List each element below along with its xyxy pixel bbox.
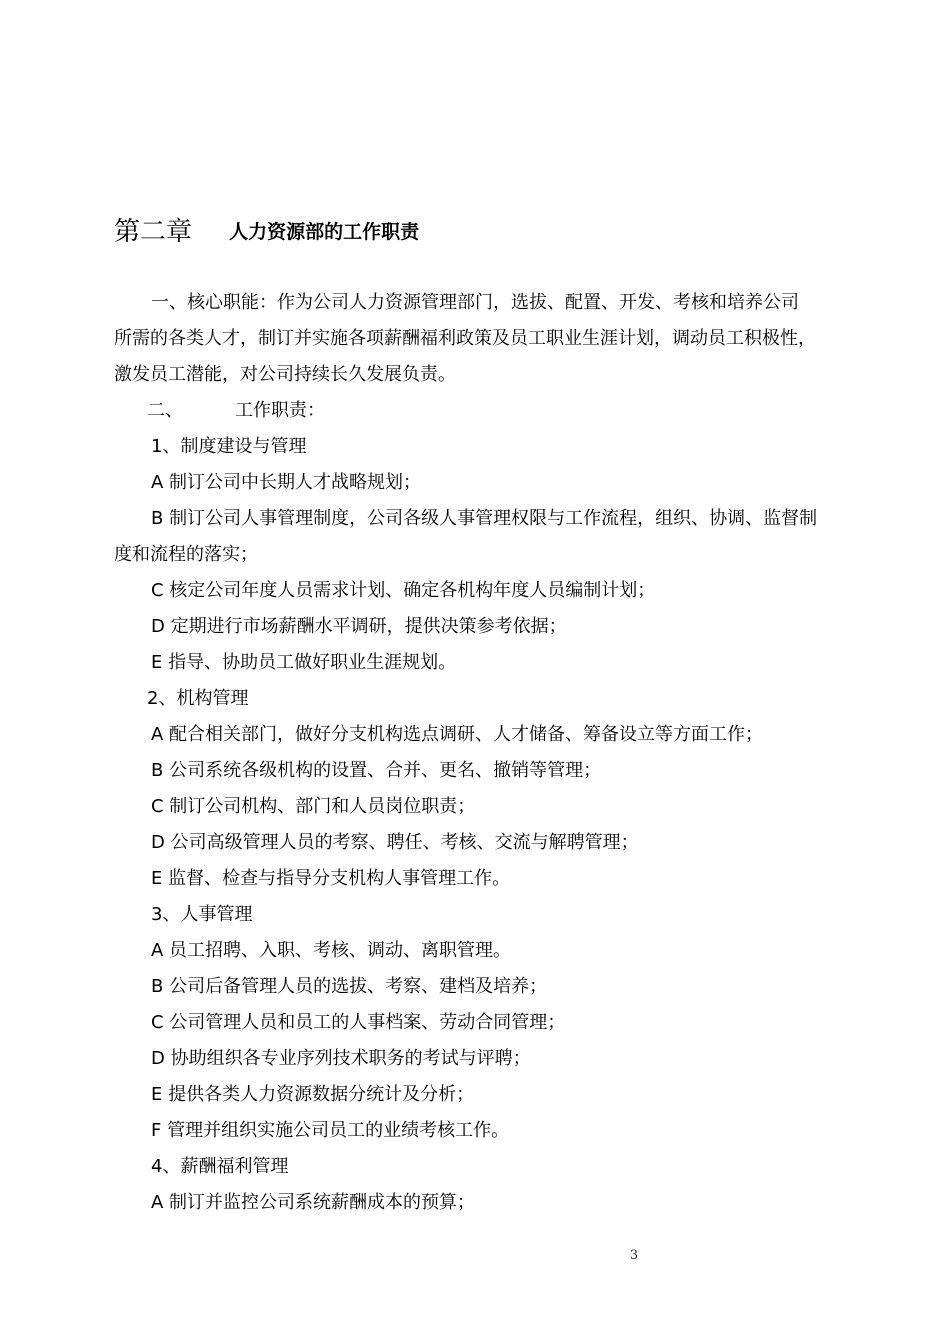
document-body <box>114 285 874 1221</box>
list-item: D 公司高级管理人员的考察、聘任、考核、交流与解聘管理； <box>151 832 639 853</box>
section-heading: 2、机构管理 <box>147 688 249 709</box>
list-item: C 制订公司机构、部门和人员岗位职责； <box>151 796 476 817</box>
section-heading: 3、人事管理 <box>151 904 253 925</box>
list-item: A 配合相关部门，做好分支机构选点调研、人才储备、筹备设立等方面工作； <box>151 724 764 745</box>
page-number: 3 <box>629 1248 639 1263</box>
list-item: C 公司管理人员和员工的人事档案、劳动合同管理； <box>151 1012 566 1033</box>
list-item: F 管理并组织实施公司员工的业绩考核工作。 <box>151 1120 510 1141</box>
duties-heading <box>114 393 874 429</box>
list-item: C 核定公司年度人员需求计划、确定各机构年度人员编制计划； <box>151 580 656 601</box>
core-function-paragraph-line: 激发员工潜能，对公司持续长久发展负责。 <box>114 364 456 385</box>
core-function-paragraph-line: 一、核心职能：作为公司人力资源管理部门，选拔、配置、开发、考核和培养公司 <box>151 292 799 313</box>
list-item: A 制订并监控公司系统薪酬成本的预算； <box>151 1192 476 1213</box>
list-item: D 定期进行市场薪酬水平调研，提供决策参考依据； <box>151 616 567 637</box>
list-item: B 制订公司人事管理制度，公司各级人事管理权限与工作流程，组织、协调、监督制 <box>151 508 818 529</box>
list-item: E 提供各类人力资源数据分统计及分析； <box>151 1084 475 1105</box>
duties-title: 工作职责： <box>235 400 325 421</box>
list-item: A 员工招聘、入职、考核、调动、离职管理。 <box>151 940 512 961</box>
list-item: D 协助组织各专业序列技术职务的考试与评聘； <box>151 1048 531 1069</box>
chapter-number: 第二章 <box>114 217 193 247</box>
list-item: E 指导、协助员工做好职业生涯规划。 <box>151 652 457 673</box>
list-item: E 监督、检查与指导分支机构人事管理工作。 <box>151 868 511 889</box>
section-heading: 1、制度建设与管理 <box>151 436 307 457</box>
chapter-heading <box>114 212 834 252</box>
list-item-continuation: 度和流程的落实； <box>114 544 258 565</box>
list-item: B 公司后备管理人员的选拔、考察、建档及培养； <box>151 976 548 997</box>
list-item: B 公司系统各级机构的设置、合并、更名、撤销等管理； <box>151 760 602 781</box>
core-function-paragraph-line: 所需的各类人才，制订并实施各项薪酬福利政策及员工职业生涯计划，调动员工积极性， <box>114 328 816 349</box>
list-item: A 制订公司中长期人才战略规划； <box>151 472 422 493</box>
duties-number: 二、 <box>147 400 183 421</box>
section-heading: 4、薪酬福利管理 <box>151 1156 289 1177</box>
chapter-title: 人力资源部的工作职责 <box>229 221 420 243</box>
